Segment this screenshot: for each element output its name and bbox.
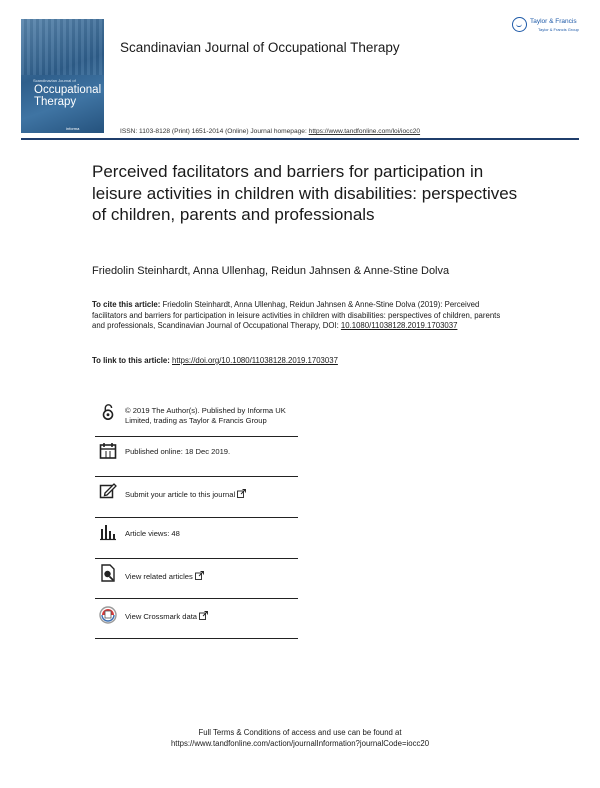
footer-terms — [0, 728, 600, 749]
citation-label: To cite this article: — [92, 300, 161, 309]
related-articles-item[interactable] — [95, 563, 298, 603]
external-link-icon — [195, 571, 204, 580]
journal-homepage-link[interactable]: https://www.tandfonline.com/loi/iocc20 — [308, 128, 421, 135]
edit-icon — [99, 482, 117, 500]
footer-terms-text: Full Terms & Conditions of access and use can be found at — [198, 728, 402, 737]
divider — [95, 476, 298, 477]
license-text: © 2019 The Author(s). Published by Informa UK Limited, trading as Taylor & Francis Group — [125, 406, 286, 425]
submit-article-link[interactable]: Submit your article to this journal — [125, 490, 236, 499]
crossmark-item[interactable] — [95, 604, 298, 644]
article-doi-link[interactable]: https://doi.org/10.1080/11038128.2019.1703037 — [172, 356, 338, 365]
crossmark-link[interactable]: View Crossmark data — [125, 612, 198, 621]
journal-title: Scandinavian Journal of Occupational Therapy — [120, 40, 400, 55]
related-articles-row — [125, 571, 204, 582]
publisher-logo-icon — [512, 17, 527, 32]
external-link-icon — [237, 489, 246, 498]
calendar-icon — [99, 442, 117, 460]
divider — [95, 638, 298, 639]
crossmark-icon — [99, 606, 117, 624]
article-title: Perceived facilitators and barriers for participation in leisure activities in children with disabilities: perspectives of children, parents and professionals — [92, 162, 518, 224]
journal-cover-image — [21, 19, 104, 133]
open-access-icon — [99, 403, 117, 421]
publisher-logo-tagline: Taylor & Francis Group — [538, 27, 579, 32]
article-link-label: To link to this article: — [92, 356, 172, 365]
issn-text: ISSN: 1103-8128 (Print) 1651-2014 (Online) Journal homepage: — [120, 128, 309, 135]
cover-title-line1: Occupational — [34, 84, 102, 96]
citation-block — [92, 300, 512, 332]
cover-small-text: Scandinavian Journal of — [33, 78, 76, 83]
article-authors: Friedolin Steinhardt, Anna Ullenhag, Reidun Jahnsen & Anne-Stine Dolva — [92, 265, 450, 277]
related-articles-link[interactable]: View related articles — [125, 572, 193, 581]
article-views-count: Article views: 48 — [125, 529, 180, 538]
cover-photo — [21, 19, 104, 75]
cover-title-line2: Therapy — [34, 96, 77, 108]
footer-terms-link[interactable]: https://www.tandfonline.com/action/journalInformation?journalCode=iocc20 — [170, 738, 430, 748]
citation-doi-link[interactable]: 10.1080/11038128.2019.1703037 — [340, 321, 458, 330]
article-link-line — [92, 356, 338, 365]
divider — [95, 558, 298, 559]
publisher-logo[interactable] — [512, 17, 584, 37]
divider — [95, 598, 298, 599]
cover-publisher-mark: informa — [66, 126, 80, 131]
issn-line — [120, 128, 420, 135]
external-link-icon — [199, 611, 208, 620]
submit-article-item[interactable] — [95, 481, 298, 521]
document-search-icon — [99, 564, 117, 582]
citation-text: Friedolin Steinhardt, Anna Ullenhag, Reidun Jahnsen & Anne-Stine Dolva (2019): Perceived facilitators and barriers for participation in leisure activities in children with disabilities: perspectives of children, parents and professionals, Scandinavian Journal of Occupational Therapy, DOI: — [92, 300, 501, 330]
crossmark-row — [125, 611, 208, 622]
article-views-item — [95, 522, 298, 562]
cover-title — [34, 84, 101, 108]
publisher-logo-name: Taylor & Francis — [530, 18, 577, 25]
published-item — [95, 441, 298, 481]
published-date: Published online: 18 Dec 2019. — [125, 447, 231, 456]
submit-article-row — [125, 489, 246, 500]
divider — [95, 436, 298, 437]
header-divider — [21, 138, 579, 140]
divider — [95, 517, 298, 518]
bar-chart-icon — [99, 523, 117, 541]
